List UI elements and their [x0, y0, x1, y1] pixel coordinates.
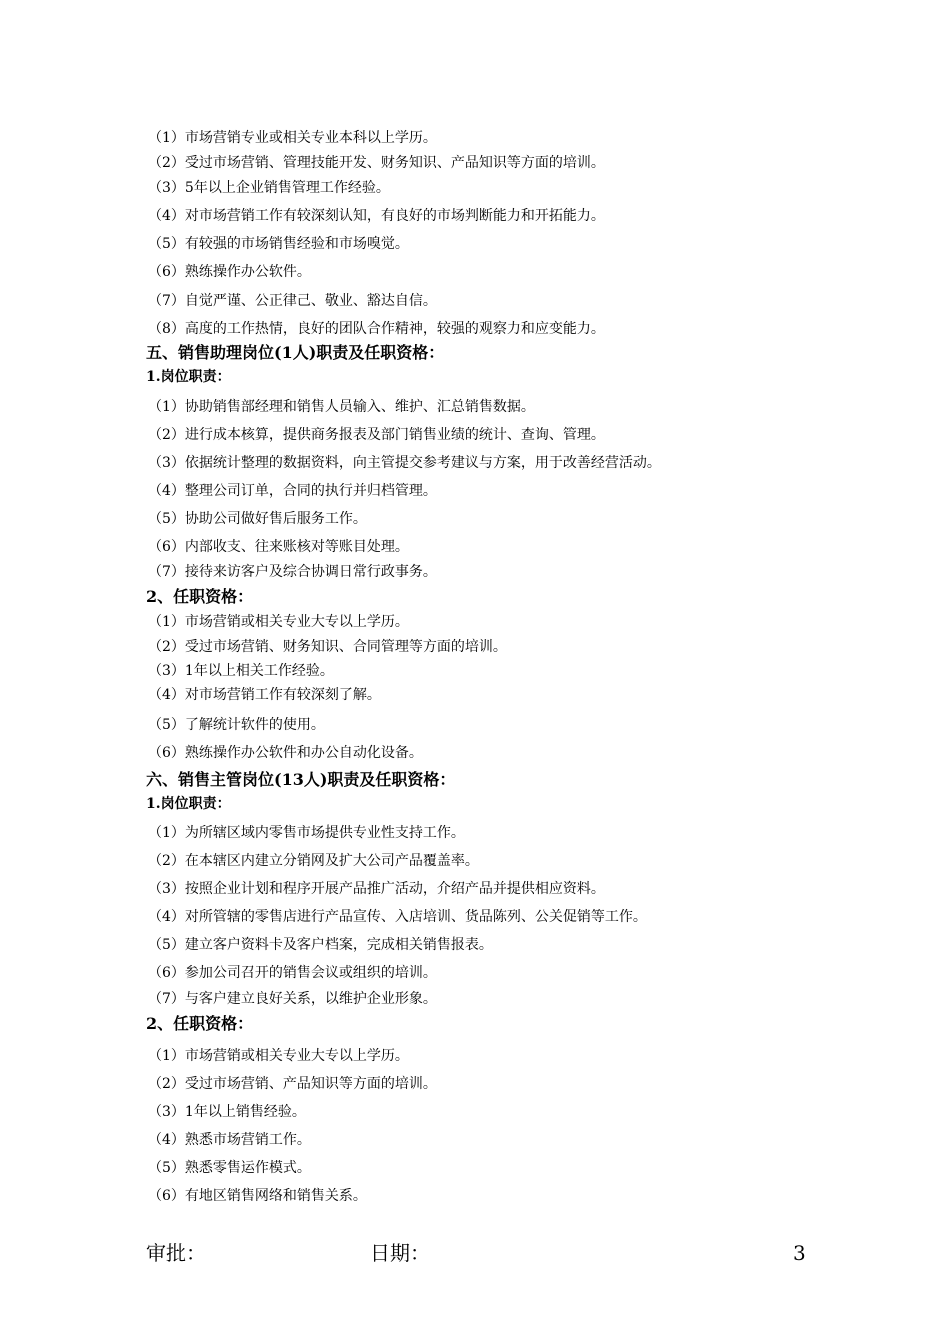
list-item: （5）协助公司做好售后服务工作。 [148, 511, 367, 527]
list-item: （7）自觉严谨、公正律己、敬业、豁达自信。 [148, 293, 437, 309]
list-item: （1）市场营销或相关专业大专以上学历。 [148, 1048, 409, 1064]
list-item: （1）市场营销或相关专业大专以上学历。 [148, 614, 409, 630]
list-item: （3）按照企业计划和程序开展产品推广活动，介绍产品并提供相应资料。 [148, 881, 605, 897]
list-item: （3）依据统计整理的数据资料，向主管提交参考建议与方案，用于改善经营活动。 [148, 455, 661, 471]
list-item: （6）熟练操作办公软件。 [148, 264, 311, 280]
list-item: （3）1年以上相关工作经验。 [148, 663, 334, 679]
list-item: （1）为所辖区域内零售市场提供专业性支持工作。 [148, 825, 465, 841]
approval-label: 审批： [146, 1241, 206, 1265]
list-item: （3）1年以上销售经验。 [148, 1104, 306, 1120]
list-item: （5）有较强的市场销售经验和市场嗅觉。 [148, 236, 409, 252]
list-item: （1）协助销售部经理和销售人员输入、维护、汇总销售数据。 [148, 399, 535, 415]
list-item: （4）对市场营销工作有较深刻认知，有良好的市场判断能力和开拓能力。 [148, 208, 605, 224]
list-item: （5）了解统计软件的使用。 [148, 717, 325, 733]
list-item: （4）对市场营销工作有较深刻了解。 [148, 687, 381, 703]
list-item: （6）有地区销售网络和销售关系。 [148, 1188, 367, 1204]
list-item: （5）熟悉零售运作模式。 [148, 1160, 311, 1176]
section-title: 五、销售助理岗位(1人)职责及任职资格： [146, 343, 445, 362]
subsection-heading: 1.岗位职责： [146, 369, 231, 385]
list-item: （7）接待来访客户及综合协调日常行政事务。 [148, 564, 437, 580]
list-item: （3）5年以上企业销售管理工作经验。 [148, 180, 390, 196]
list-item: （2）进行成本核算，提供商务报表及部门销售业绩的统计、查询、管理。 [148, 427, 605, 443]
list-item: （4）整理公司订单，合同的执行并归档管理。 [148, 483, 437, 499]
list-item: （7）与客户建立良好关系，以维护企业形象。 [148, 991, 437, 1007]
list-item: （6）参加公司召开的销售会议或组织的培训。 [148, 965, 437, 981]
list-item: （2）受过市场营销、管理技能开发、财务知识、产品知识等方面的培训。 [148, 155, 605, 171]
list-item: （2）受过市场营销、财务知识、合同管理等方面的培训。 [148, 639, 507, 655]
list-item: （6）熟练操作办公软件和办公自动化设备。 [148, 745, 423, 761]
section-title: 六、销售主管岗位(13人)职责及任职资格： [146, 770, 456, 789]
list-item: （8）高度的工作热情，良好的团队合作精神，较强的观察力和应变能力。 [148, 321, 605, 337]
page-number: 3 [793, 1241, 806, 1265]
list-item: （4）熟悉市场营销工作。 [148, 1132, 311, 1148]
subsection-heading: 2、任职资格： [146, 1014, 254, 1033]
subsection-heading: 2、任职资格： [146, 587, 254, 606]
list-item: （4）对所管辖的零售店进行产品宣传、入店培训、货品陈列、公关促销等工作。 [148, 909, 647, 925]
list-item: （2）在本辖区内建立分销网及扩大公司产品覆盖率。 [148, 853, 479, 869]
list-item: （1）市场营销专业或相关专业本科以上学历。 [148, 130, 437, 146]
subsection-heading: 1.岗位职责： [146, 796, 231, 812]
list-item: （2）受过市场营销、产品知识等方面的培训。 [148, 1076, 437, 1092]
list-item: （5）建立客户资料卡及客户档案，完成相关销售报表。 [148, 937, 493, 953]
date-label: 日期： [370, 1241, 430, 1265]
list-item: （6）内部收支、往来账核对等账目处理。 [148, 539, 409, 555]
